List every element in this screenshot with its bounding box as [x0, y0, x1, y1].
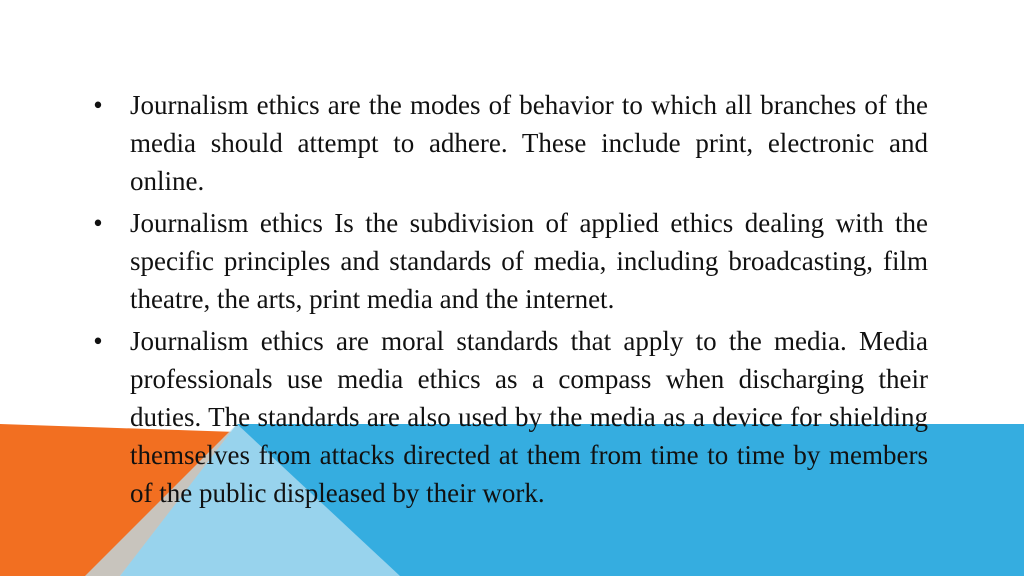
- bullet-item: [88, 204, 928, 318]
- bullet-icon: •: [93, 90, 103, 120]
- bullet-list: [88, 86, 928, 512]
- bullet-item: [88, 322, 928, 512]
- bullet-icon: •: [93, 208, 103, 238]
- bullet-text: Journalism ethics are the modes of behavior to which all branches of the media should attempt to adhere. These include print, electronic and online.: [130, 90, 928, 196]
- slide-body: [88, 86, 928, 516]
- bullet-text: Journalism ethics Is the subdivision of applied ethics dealing with the specific principles and standards of media, including broadcasting, film theatre, the arts, print media and the internet.: [130, 208, 928, 314]
- bullet-icon: •: [93, 326, 103, 356]
- bullet-text: Journalism ethics are moral standards that apply to the media. Media professionals use media ethics as a compass when discharging their duties. The standards are also used by the media as a device for shielding themselves from attacks directed at them from time to time by members of the public displeased by their work.: [130, 326, 928, 508]
- bullet-item: [88, 86, 928, 200]
